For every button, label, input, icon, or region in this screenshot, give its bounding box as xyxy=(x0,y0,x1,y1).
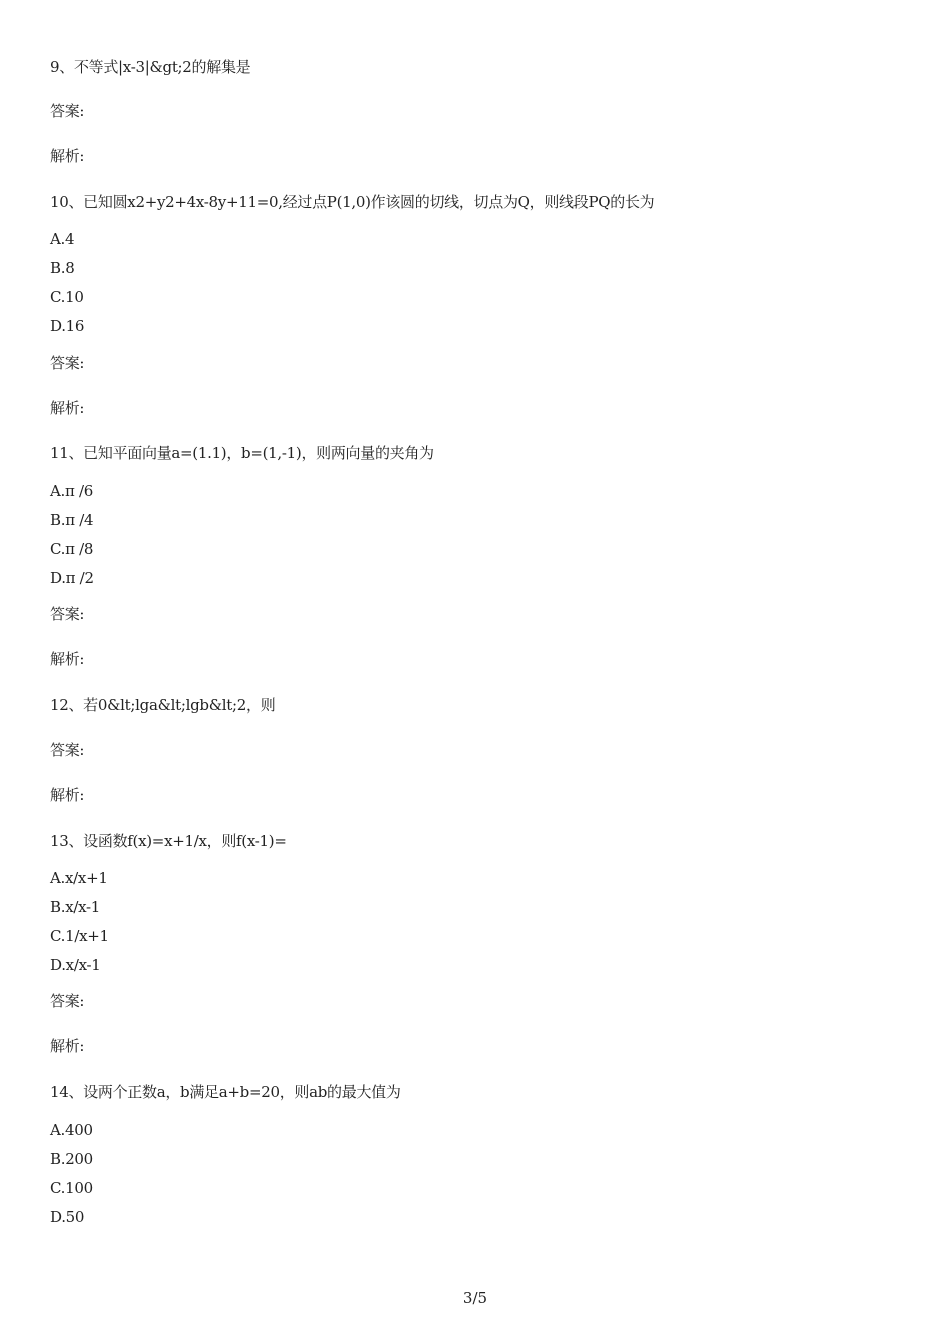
question-9-analysis-label: 解析: xyxy=(50,147,85,165)
question-9-answer-label: 答案: xyxy=(50,102,85,120)
question-12-answer-label: 答案: xyxy=(50,741,85,759)
question-14-option-c: C.100 xyxy=(50,1179,93,1197)
question-12-text: 12、若0&lt;lga&lt;lgb&lt;2，则 xyxy=(50,696,276,714)
question-11-option-c: C.π /8 xyxy=(50,540,94,558)
question-14-text: 14、设两个正数a，b满足a+b=20，则ab的最大值为 xyxy=(50,1083,401,1101)
question-10-option-b: B.8 xyxy=(50,259,75,277)
question-9-text: 9、不等式|x-3|&gt;2的解集是 xyxy=(50,58,251,76)
question-11-option-b: B.π /4 xyxy=(50,511,94,529)
question-13-answer-label: 答案: xyxy=(50,992,85,1010)
question-11-option-a: A.π /6 xyxy=(50,482,94,500)
question-13-option-b: B.x/x-1 xyxy=(50,898,101,916)
question-13-text: 13、设函数f(x)=x+1/x，则f(x-1)= xyxy=(50,832,287,850)
question-13-analysis-label: 解析: xyxy=(50,1037,85,1055)
question-12-analysis-label: 解析: xyxy=(50,786,85,804)
question-13-option-a: A.x/x+1 xyxy=(50,869,108,887)
question-14-option-a: A.400 xyxy=(50,1121,93,1139)
question-11-answer-label: 答案: xyxy=(50,605,85,623)
question-13-option-d: D.x/x-1 xyxy=(50,956,101,974)
question-11-option-d: D.π /2 xyxy=(50,569,94,587)
question-10-option-d: D.16 xyxy=(50,317,85,335)
question-10-option-c: C.10 xyxy=(50,288,84,306)
question-13-option-c: C.1/x+1 xyxy=(50,927,109,945)
question-10-analysis-label: 解析: xyxy=(50,399,85,417)
question-14-option-d: D.50 xyxy=(50,1208,85,1226)
question-10-answer-label: 答案: xyxy=(50,354,85,372)
question-10-option-a: A.4 xyxy=(50,230,75,248)
page-number: 3/5 xyxy=(462,1289,488,1307)
question-11-analysis-label: 解析: xyxy=(50,650,85,668)
question-11-text: 11、已知平面向量a=(1.1)，b=(1,-1)，则两向量的夹角为 xyxy=(50,444,434,462)
question-14-option-b: B.200 xyxy=(50,1150,93,1168)
question-10-text: 10、已知圆x2+y2+4x-8y+11=0,经过点P(1,0)作该圆的切线，切点为Q，则线段PQ的长为 xyxy=(50,193,655,211)
